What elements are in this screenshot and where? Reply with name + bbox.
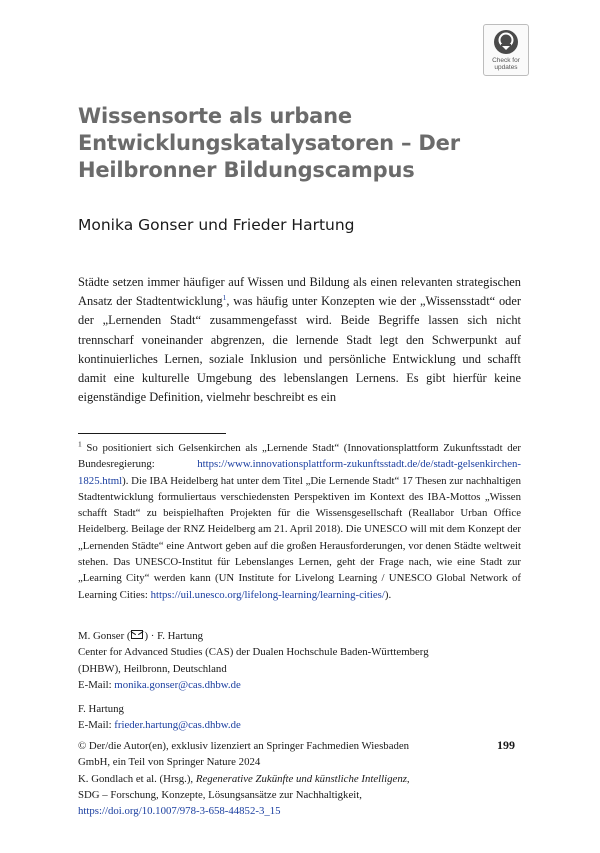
- footnote-ref[interactable]: 1: [222, 293, 227, 303]
- email-row: E-Mail: monika.gonser@cas.dhbw.de: [78, 678, 241, 691]
- title-line: Wissensorte als urbane: [78, 104, 352, 128]
- footnote: $^1$ So positioniert sich Gelsenkirchen als „Lernende Stadt“ (Innovationsplattform Zukunftsstadt der Bundesregierung: https://www.innovationsplattform-zukunftsstadt.de/de/stadt-gelsenkirchen-1825.html). Die IBA Heidelberg hat unter dem Titel „Die Lernende Stadt“ 17 Thesen zur nachhaltigen Stadtentwicklung formuliertaus verschiedensten Perspektiven im Kontext des IBA-Mottos „Wissen schafft Stadt“ zu beispielhaften Projekten für die Wissensgesellschaft (Reallabor Urban Office Heidelberg. Beilage der RNZ Heidelberg am 21. April 2018). Die UNESCO will mit dem Konzept der „Lernenden Städte“ eine Antwort geben auf die großen Herausforderungen, vor denen Städte weltweit stehen. Das UNESCO-Institut für Lebenslanges Lernen, geht der Frage nach, wie eine Stadt zur „Learning City“ werden kann (UN Institute for Livelong Learning / UNESCO Global Network of Learning Cities: https://uil.unesco.org/lifelong-learning/learning-cities/).: [78, 439, 522, 601]
- page-number: 199: [497, 738, 515, 752]
- doi-link[interactable]: https://doi.org/10.1007/978-3-658-44852-3_15: [78, 805, 281, 818]
- title-line: Entwicklungskatalysatoren – Der: [78, 131, 460, 155]
- citation-line: K. Gondlach et al. (Hrsg.), Regenerative Zukünfte und künstliche Intelligenz,: [78, 772, 410, 785]
- check-for-updates-badge[interactable]: [483, 24, 529, 76]
- affiliation-names: M. Gonser ( ) · F. Hartung: [78, 630, 203, 642]
- footnote-divider: [78, 433, 226, 434]
- badge-label: Check for updates: [492, 57, 520, 71]
- institution: (DHBW), Heilbronn, Deutschland: [78, 662, 227, 675]
- institution: Center for Advanced Studies (CAS) der Dualen Hochschule Baden-Württemberg: [78, 646, 429, 659]
- email-link[interactable]: monika.gonser@cas.dhbw.de: [114, 678, 241, 691]
- author-name: F. Hartung: [78, 703, 124, 716]
- body-paragraph: Städte setzen immer häufiger auf Wissen und Bildung als einen relevanten strategischen Ansatz der Stadtentwicklung$^1$, was häufig unter Konzepten wie der „Wissensstadt“ oder der „Lernenden Stadt“ zusammengefasst wird. Beide Begriffe lassen sich nicht trennscharf voneinander abgrenzen, die lernende Stadt legt den Schwerpunkt auf kontinuierliches Lernen, soziale Inklusion und persönliche Entwicklung und schafft damit eine kulturelle Umgebung des lebenslangen Lernens. Es gibt hierfür keine eigenständige Definition, vielmehr beschreibt es ein: [78, 275, 521, 405]
- copyright-line: GmbH, ein Teil von Springer Nature 2024: [78, 756, 261, 769]
- author-affiliation: [78, 628, 521, 734]
- check-for-updates-icon: [493, 29, 519, 55]
- chapter-title: [78, 103, 518, 184]
- envelope-icon[interactable]: [131, 630, 143, 639]
- chapter-authors: Monika Gonser und Frieder Hartung: [78, 216, 355, 234]
- copyright-line: © Der/die Autor(en), exklusiv lizenziert an Springer Fachmedien Wiesbaden: [78, 740, 410, 752]
- citation-line: SDG – Forschung, Konzepte, Lösungsansätze zur Nachhaltigkeit,: [78, 788, 362, 801]
- footnote-link[interactable]: https://www.innovationsplattform-zukunftsstadt.de/de/stadt-gelsenkirchen-1825.html: [78, 458, 521, 487]
- title-line: Heilbronner Bildungscampus: [78, 158, 415, 182]
- footnote-number: 1: [78, 439, 82, 449]
- footnote-link[interactable]: https://uil.unesco.org/lifelong-learning/learning-cities/: [150, 588, 385, 601]
- email-link[interactable]: frieder.hartung@cas.dhbw.de: [114, 719, 241, 732]
- copyright-block: [78, 738, 521, 819]
- email-row: E-Mail: frieder.hartung@cas.dhbw.de: [78, 719, 241, 732]
